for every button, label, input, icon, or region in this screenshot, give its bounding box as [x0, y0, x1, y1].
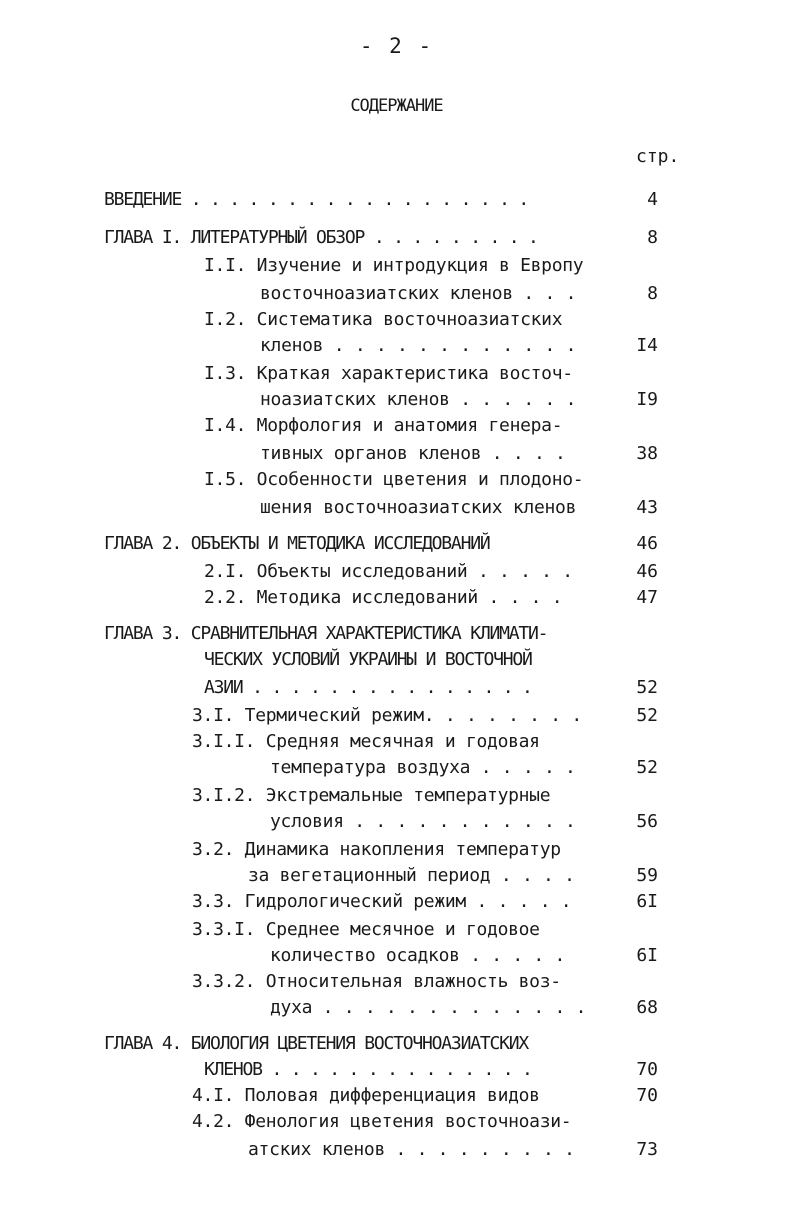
toc-page-section-3-1-1: 52 [636, 757, 658, 778]
toc-page-section-1-4: 38 [636, 443, 658, 464]
toc-section-1-1: I.I. Изучение и интродукция в Европу [204, 255, 584, 276]
toc-section-1-3: I.3. Краткая характеристика восточ- [204, 363, 573, 384]
toc-section-4-2: 4.2. Фенология цветения восточноази- [192, 1111, 572, 1132]
toc-section-3-3: 3.3. Гидрологический режим . . . . . [192, 891, 572, 912]
toc-section-1-4-cont: тивных органов кленов . . . . [260, 443, 566, 464]
toc-page-section-3-3-2: 68 [636, 997, 658, 1018]
toc-section-3-1: 3.I. Термический режим. . . . . . . . [192, 705, 582, 726]
toc-section-3-1-1: 3.I.I. Средняя месячная и годовая [192, 731, 540, 752]
toc-page-section-3-3-1: 6I [636, 945, 658, 966]
toc-page-section-1-2: I4 [636, 335, 658, 356]
toc-section-3-1-2: 3.I.2. Экстремальные температурные [192, 785, 551, 806]
toc-chapter-4: ГЛАВА 4. БИОЛОГИЯ ЦВЕТЕНИЯ ВОСТОЧНОАЗИАТСКИХ [104, 1033, 529, 1054]
toc-section-3-3-1-cont: количество осадков . . . . . [270, 945, 566, 966]
toc-chapter-1: ГЛАВА I. ЛИТЕРАТУРНЫЙ ОБЗОР . . . . . . . . . [104, 227, 538, 248]
toc-section-1-5-cont: шения восточноазиатских кленов [260, 497, 577, 518]
toc-chapter-3-cont: ЧЕСКИХ УСЛОВИЙ УКРАИНЫ И ВОСТОЧНОЙ [204, 649, 532, 670]
toc-section-1-2: I.2. Систематика восточноазиатских [204, 309, 563, 330]
page-column-label: стр. [636, 146, 680, 167]
toc-section-3-3-2-cont: духа . . . . . . . . . . . . . [270, 997, 587, 1018]
toc-section-1-5: I.5. Особенности цветения и плодоно- [204, 469, 584, 490]
toc-page-section-4-1: 70 [636, 1085, 658, 1106]
toc-section-1-3-cont: ноазиатских кленов . . . . . . [260, 389, 577, 410]
toc-section-4-1: 4.I. Половая дифференциация видов [192, 1085, 540, 1106]
toc-page-chapter-3: 52 [636, 677, 658, 698]
toc-section-3-3-2: 3.3.2. Относительная влажность воз- [192, 971, 561, 992]
toc-section-3-3-1: 3.3.I. Среднее месячное и годовое [192, 919, 540, 940]
toc-section-2-1: 2.I. Объекты исследований . . . . . [204, 561, 573, 582]
toc-section-2-2: 2.2. Методика исследований . . . . [204, 587, 563, 608]
toc-page-section-3-3: 6I [636, 891, 658, 912]
toc-section-1-4: I.4. Морфология и анатомия генера- [204, 415, 563, 436]
toc-page-chapter-1: 8 [647, 227, 658, 248]
toc-page-section-3-2: 59 [636, 865, 658, 886]
toc-page-chapter-2: 46 [636, 533, 658, 554]
toc-page-section-3-1: 52 [636, 705, 658, 726]
toc-page-section-3-1-2: 56 [636, 811, 658, 832]
toc-page-section-4-2: 73 [636, 1139, 658, 1160]
page-number: - 2 - [359, 34, 434, 58]
toc-page-chapter-4: 70 [636, 1059, 658, 1080]
toc-page-section-2-1: 46 [636, 561, 658, 582]
toc-chapter-3: ГЛАВА 3. СРАВНИТЕЛЬНАЯ ХАРАКТЕРИСТИКА КЛИМАТИ- [104, 623, 548, 644]
toc-chapter-3-cont-2: АЗИИ . . . . . . . . . . . . . . . [204, 677, 532, 698]
toc-page-section-1-3: I9 [636, 389, 658, 410]
toc-section-3-2: 3.2. Динамика накопления температур [192, 839, 561, 860]
toc-title: СОДЕРЖАНИЕ [350, 96, 443, 116]
toc-section-3-1-2-cont: условия . . . . . . . . . . . [270, 811, 576, 832]
toc-chapter-2: ГЛАВА 2. ОБЪЕКТЫ И МЕТОДИКА ИССЛЕДОВАНИЙ [104, 533, 490, 554]
toc-page-section-1-1: 8 [647, 283, 658, 304]
toc-section-3-2-cont: за вегетационный период . . . . [248, 865, 575, 886]
toc-section-3-1-1-cont: температура воздуха . . . . . [270, 757, 576, 778]
toc-entry-intro: ВВЕДЕНИЕ . . . . . . . . . . . . . . . . . . [104, 189, 529, 210]
toc-chapter-4-cont: КЛЕНОВ . . . . . . . . . . . . . . [204, 1059, 532, 1080]
toc-page-section-1-5: 43 [636, 497, 658, 518]
toc-page-section-2-2: 47 [636, 587, 658, 608]
toc-section-1-2-cont: кленов . . . . . . . . . . . . [260, 335, 577, 356]
toc-page-intro: 4 [647, 189, 658, 210]
toc-section-1-1-cont: восточноазиатских кленов . . . [260, 283, 577, 304]
toc-section-4-2-cont: атских кленов . . . . . . . . . [248, 1139, 575, 1160]
